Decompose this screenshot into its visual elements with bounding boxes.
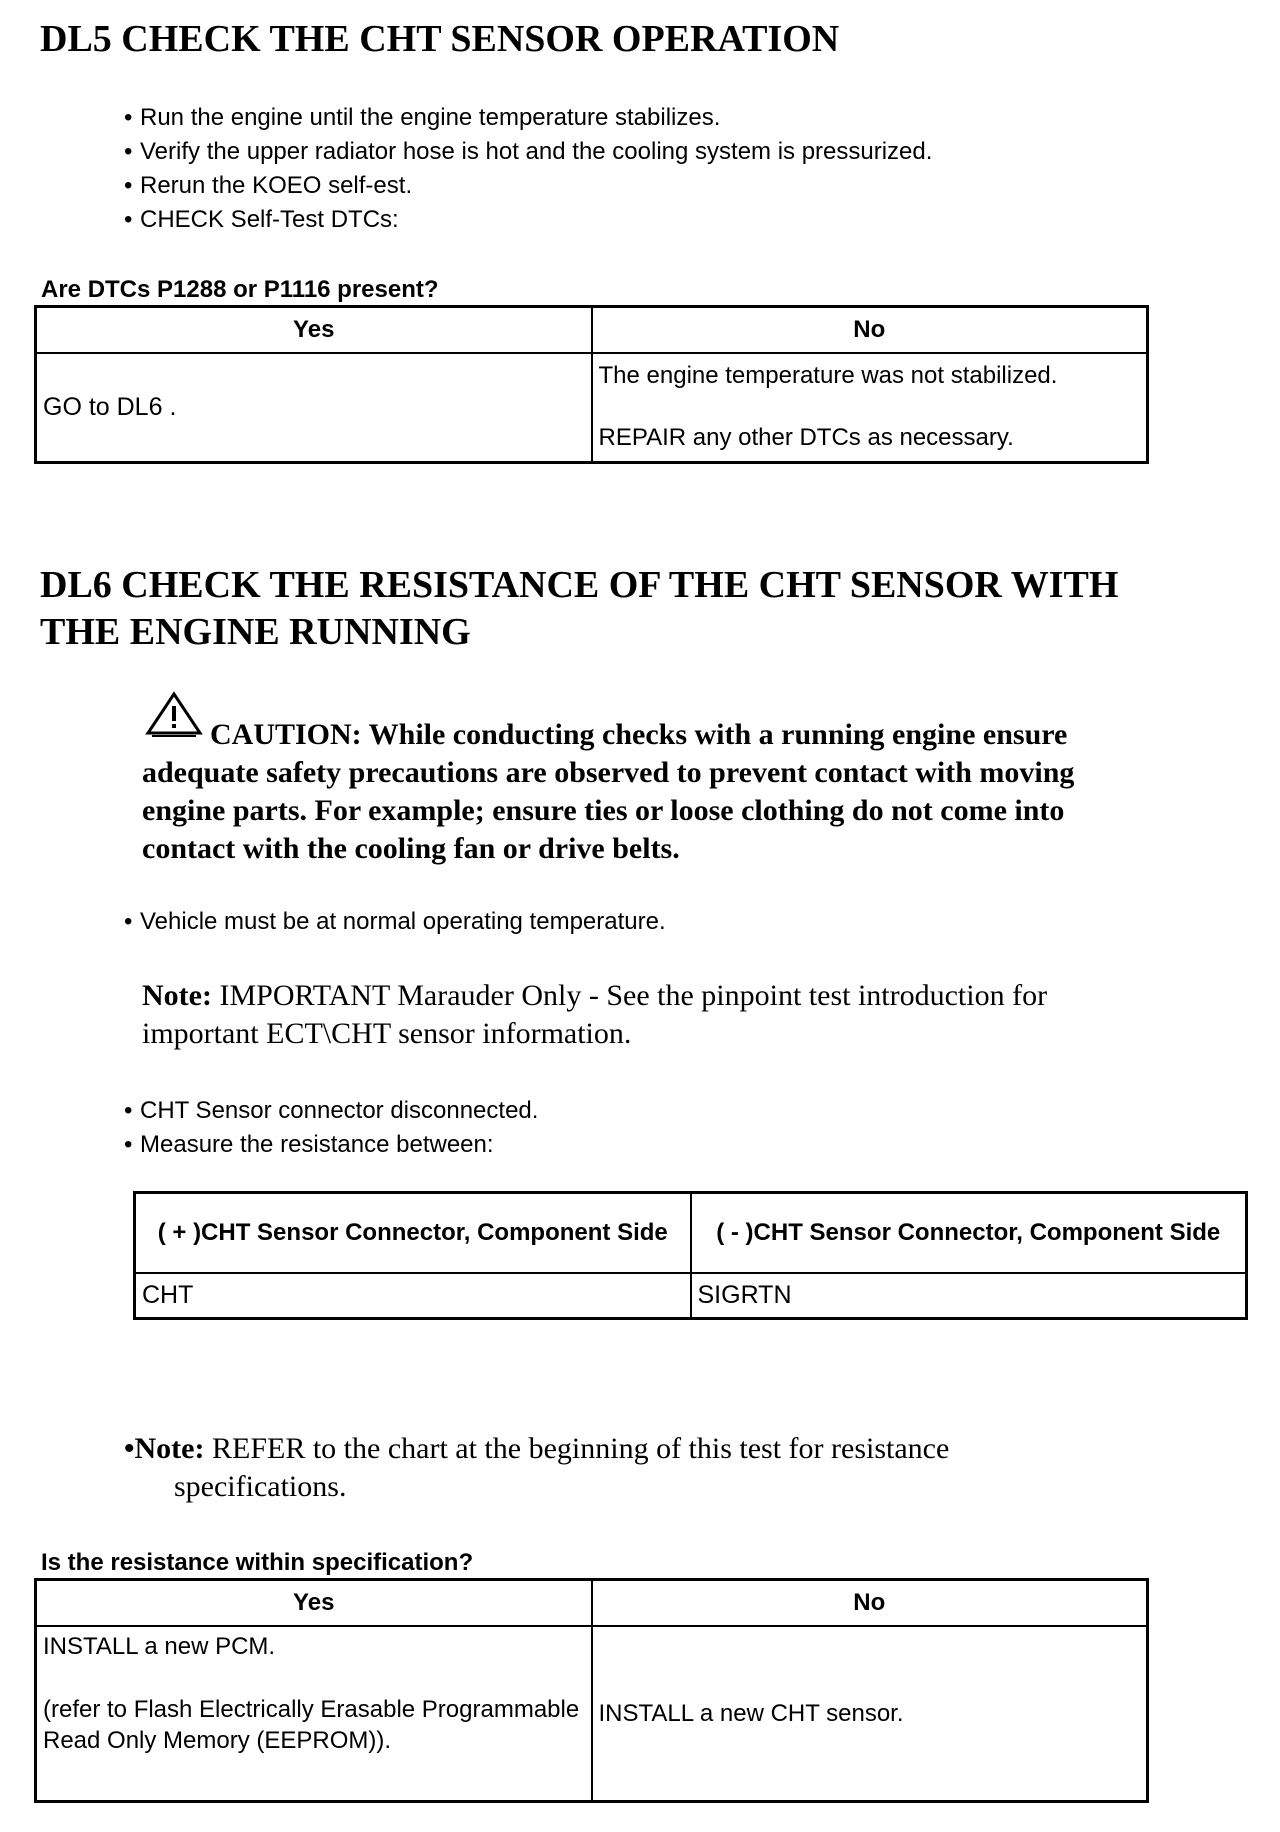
note-text: IMPORTANT Marauder Only - See the pinpoint test introduction for xyxy=(219,979,1048,1012)
list-item: • Vehicle must be at normal operating temperature. xyxy=(124,905,666,939)
note-line1 xyxy=(142,977,1242,1015)
note-label: Note: xyxy=(134,1432,205,1465)
dl5-result-table xyxy=(34,305,1149,464)
measure-header-positive: ( + )CHT Sensor Connector, Component Side xyxy=(135,1193,691,1273)
note-text: REFER to the chart at the beginning of this test for resistance xyxy=(211,1432,950,1465)
dl6-heading-line1: DL6 CHECK THE RESISTANCE OF THE CHT SENSOR WITH xyxy=(40,564,1119,606)
note-label: Note: xyxy=(142,979,212,1012)
table-header-yes: Yes xyxy=(36,307,592,353)
cell-text: INSTALL a new PCM. xyxy=(43,1632,276,1660)
table-header-yes: Yes xyxy=(36,1580,592,1626)
cell-text: The engine temperature was not stabilized. xyxy=(598,362,1058,390)
table-header-no: No xyxy=(592,307,1148,353)
list-item: • Rerun the KOEO self-est. xyxy=(124,169,932,203)
note-marauder xyxy=(142,977,1242,1053)
measure-header-negative: ( - )CHT Sensor Connector, Component Side xyxy=(691,1193,1247,1273)
dl5-heading: DL5 CHECK THE CHT SENSOR OPERATION xyxy=(40,18,840,60)
dl5-question: Are DTCs P1288 or P1116 present? xyxy=(41,276,439,303)
table-cell-yes-action xyxy=(36,1626,592,1802)
note-refer-chart xyxy=(124,1430,1224,1506)
cell-spacer xyxy=(599,391,1141,423)
caution-label: CAUTION: xyxy=(210,718,362,751)
note-line2: important ECT\CHT sensor information. xyxy=(142,1017,632,1050)
dl5-bullet-list xyxy=(124,101,932,237)
measure-value-negative: SIGRTN xyxy=(691,1273,1247,1319)
cell-text: GO to DL6 . xyxy=(43,392,177,421)
list-item: • CHECK Self-Test DTCs: xyxy=(124,203,932,237)
cell-text: REPAIR any other DTCs as necessary. xyxy=(598,424,1014,452)
dl6-heading xyxy=(40,562,1118,656)
table-cell-yes-action xyxy=(36,353,592,463)
note-line2: specifications. xyxy=(174,1470,347,1503)
dl6-question: Is the resistance within specification? xyxy=(41,1549,474,1576)
measure-value-positive: CHT xyxy=(135,1273,691,1319)
dl6-heading-line2: THE ENGINE RUNNING xyxy=(40,611,471,653)
table-cell-no-action xyxy=(592,353,1148,463)
note-line1 xyxy=(124,1430,1224,1468)
caution-line3: engine parts. For example; ensure ties or loose clothing do not come into xyxy=(142,794,1065,827)
cell-text: (refer to Flash Electrically Erasable Programmable Read Only Memory (EEPROM)). xyxy=(43,1695,580,1754)
list-item: • CHT Sensor connector disconnected. xyxy=(124,1094,538,1128)
measure-table xyxy=(133,1191,1248,1320)
caution-block xyxy=(142,716,1242,868)
list-item: • Run the engine until the engine temperature stabilizes. xyxy=(124,101,932,135)
caution-line2: adequate safety precautions are observed to prevent contact with moving xyxy=(142,756,1075,789)
caution-line4: contact with the cooling fan or drive belts. xyxy=(142,832,680,865)
list-item: • Measure the resistance between: xyxy=(124,1128,538,1162)
caution-line1 xyxy=(142,716,1242,754)
dl6-vehicle-bullet xyxy=(124,905,666,939)
table-cell-no-action xyxy=(592,1626,1148,1802)
bullet-glyph: • xyxy=(124,1432,135,1465)
cell-text: INSTALL a new CHT sensor. xyxy=(598,1699,904,1727)
caution-text: While conducting checks with a running engine ensure xyxy=(368,718,1068,751)
cell-spacer xyxy=(43,1662,585,1694)
table-header-no: No xyxy=(592,1580,1148,1626)
list-item: • Verify the upper radiator hose is hot and the cooling system is pressurized. xyxy=(124,135,932,169)
dl6-bullet-list xyxy=(124,1094,538,1162)
dl6-result-table xyxy=(34,1578,1149,1803)
